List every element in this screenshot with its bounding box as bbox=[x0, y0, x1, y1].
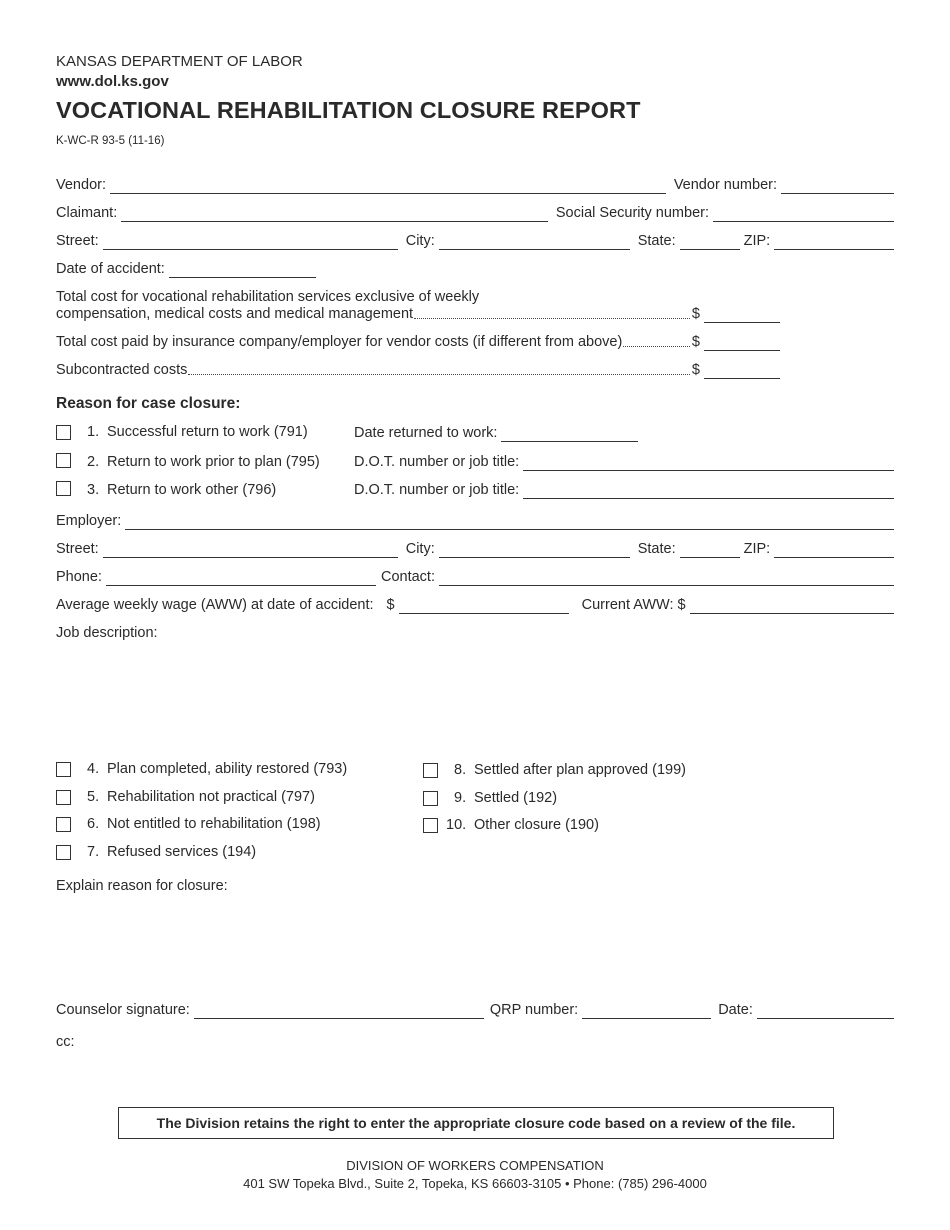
dollar-sign: $ bbox=[386, 597, 395, 613]
total-cost-row bbox=[56, 305, 780, 323]
option-4-checkbox[interactable] bbox=[56, 762, 71, 777]
option-4-number: 4. bbox=[87, 761, 100, 777]
leader-dots bbox=[623, 346, 690, 347]
signature-row bbox=[56, 1001, 894, 1019]
total-cost-label-line2: compensation, medical costs and medical management bbox=[56, 306, 414, 322]
insurance-cost-label: Total cost paid by insurance company/employer for vendor costs (if different from above) bbox=[56, 334, 623, 350]
counselor-signature-field[interactable] bbox=[194, 1003, 484, 1019]
vendor-label: Vendor: bbox=[56, 177, 106, 193]
dot-job-title-label: D.O.T. number or job title: bbox=[354, 482, 520, 498]
claimant-field[interactable] bbox=[121, 206, 548, 222]
website-link[interactable]: www.dol.ks.gov bbox=[56, 73, 169, 90]
option-3-extra-row bbox=[354, 481, 894, 499]
current-aww-label: Current AWW: $ bbox=[581, 597, 686, 613]
option-8-checkbox[interactable] bbox=[423, 763, 438, 778]
option-10-checkbox[interactable] bbox=[423, 818, 438, 833]
city-field[interactable] bbox=[439, 234, 630, 250]
option-1-number: 1. bbox=[87, 424, 100, 440]
option-9-label: Settled (192) bbox=[474, 790, 558, 806]
job-description-label: Job description: bbox=[56, 625, 158, 641]
ssn-label: Social Security number: bbox=[555, 205, 709, 221]
aww-label: Average weekly wage (AWW) at date of accident: bbox=[56, 597, 374, 613]
vendor-row bbox=[56, 176, 894, 194]
explain-reason-area[interactable] bbox=[56, 898, 894, 993]
option-2-label: Return to work prior to plan (795) bbox=[107, 454, 320, 470]
leader-dots bbox=[414, 318, 690, 319]
option-6-number: 6. bbox=[87, 816, 100, 832]
dot-job-title-label: D.O.T. number or job title: bbox=[354, 454, 520, 470]
state-field[interactable] bbox=[680, 234, 740, 250]
subcontracted-label: Subcontracted costs bbox=[56, 362, 188, 378]
option-8-number: 8. bbox=[454, 762, 467, 778]
claimant-label: Claimant: bbox=[56, 205, 118, 221]
form-number: K-WC-R 93-5 (11-16) bbox=[56, 135, 165, 147]
phone-label: Phone: bbox=[56, 569, 102, 585]
dollar-sign: $ bbox=[691, 334, 700, 350]
option-3-checkbox[interactable] bbox=[56, 481, 71, 496]
option-6-label: Not entitled to rehabilitation (198) bbox=[107, 816, 321, 832]
footer-division: DIVISION OF WORKERS COMPENSATION bbox=[346, 1158, 604, 1173]
zip-field[interactable] bbox=[774, 234, 894, 250]
option-1-checkbox[interactable] bbox=[56, 425, 71, 440]
total-cost-field[interactable] bbox=[704, 307, 780, 323]
current-aww-field[interactable] bbox=[690, 598, 894, 614]
date-label: Date: bbox=[718, 1002, 753, 1018]
contact-label: Contact: bbox=[380, 569, 435, 585]
phone-field[interactable] bbox=[106, 570, 376, 586]
option-7-number: 7. bbox=[87, 844, 100, 860]
claimant-address-row bbox=[56, 232, 894, 250]
reason-heading: Reason for case closure: bbox=[56, 395, 241, 412]
option-7-label: Refused services (194) bbox=[107, 844, 257, 860]
vendor-number-field[interactable] bbox=[781, 178, 894, 194]
job-description-area[interactable] bbox=[56, 646, 894, 746]
contact-field[interactable] bbox=[439, 570, 894, 586]
insurance-cost-field[interactable] bbox=[704, 335, 780, 351]
dollar-sign: $ bbox=[691, 362, 700, 378]
total-cost-label-line1: Total cost for vocational rehabilitation services exclusive of weekly bbox=[56, 289, 480, 305]
date-of-accident-label: Date of accident: bbox=[56, 261, 165, 277]
option-1-extra-row bbox=[354, 424, 638, 442]
phone-contact-row bbox=[56, 568, 894, 586]
aww-row bbox=[56, 596, 894, 614]
dot-job-title-field[interactable] bbox=[523, 483, 894, 499]
state-label: State: bbox=[637, 233, 676, 249]
employer-field[interactable] bbox=[125, 514, 894, 530]
leader-dots bbox=[188, 374, 690, 375]
subcontracted-cost-row bbox=[56, 361, 780, 379]
qrp-number-label: QRP number: bbox=[489, 1002, 579, 1018]
qrp-number-field[interactable] bbox=[582, 1003, 711, 1019]
option-9-number: 9. bbox=[454, 790, 467, 806]
page-title: VOCATIONAL REHABILITATION CLOSURE REPORT bbox=[56, 97, 641, 123]
agency-name: KANSAS DEPARTMENT OF LABOR bbox=[56, 53, 303, 70]
date-returned-label: Date returned to work: bbox=[354, 425, 498, 441]
ssn-field[interactable] bbox=[713, 206, 894, 222]
option-1-label: Successful return to work (791) bbox=[107, 424, 308, 440]
employer-address-row bbox=[56, 540, 894, 558]
option-3-label: Return to work other (796) bbox=[107, 482, 277, 498]
option-5-number: 5. bbox=[87, 789, 100, 805]
state-label: State: bbox=[637, 541, 676, 557]
employer-zip-field[interactable] bbox=[774, 542, 894, 558]
vendor-number-label: Vendor number: bbox=[673, 177, 777, 193]
employer-row bbox=[56, 512, 894, 530]
option-2-checkbox[interactable] bbox=[56, 453, 71, 468]
zip-label: ZIP: bbox=[743, 541, 771, 557]
option-8-label: Settled after plan approved (199) bbox=[474, 762, 686, 778]
vendor-field[interactable] bbox=[110, 178, 666, 194]
option-5-checkbox[interactable] bbox=[56, 790, 71, 805]
explain-reason-label: Explain reason for closure: bbox=[56, 878, 228, 894]
city-label: City: bbox=[405, 541, 435, 557]
option-7-checkbox[interactable] bbox=[56, 845, 71, 860]
street-field[interactable] bbox=[103, 234, 398, 250]
dollar-sign: $ bbox=[691, 306, 700, 322]
date-of-accident-field[interactable] bbox=[169, 262, 316, 278]
street-label: Street: bbox=[56, 541, 99, 557]
option-10-label: Other closure (190) bbox=[474, 817, 599, 833]
option-4-label: Plan completed, ability restored (793) bbox=[107, 761, 348, 777]
date-field[interactable] bbox=[757, 1003, 894, 1019]
insurance-cost-row bbox=[56, 333, 780, 351]
date-of-accident-row bbox=[56, 260, 316, 278]
subcontracted-cost-field[interactable] bbox=[704, 363, 780, 379]
aww-field[interactable] bbox=[399, 598, 569, 614]
option-5-label: Rehabilitation not practical (797) bbox=[107, 789, 315, 805]
employer-street-field[interactable] bbox=[103, 542, 398, 558]
date-returned-field[interactable] bbox=[501, 426, 638, 442]
option-6-checkbox[interactable] bbox=[56, 817, 71, 832]
option-3-number: 3. bbox=[87, 482, 100, 498]
footer-address: 401 SW Topeka Blvd., Suite 2, Topeka, KS 66603-3105 • Phone: (785) 296-4000 bbox=[243, 1176, 707, 1191]
counselor-signature-label: Counselor signature: bbox=[56, 1002, 190, 1018]
option-2-number: 2. bbox=[87, 454, 100, 470]
closure-code-notice: The Division retains the right to enter the appropriate closure code based on a review of the file. bbox=[118, 1107, 834, 1139]
street-label: Street: bbox=[56, 233, 99, 249]
option-9-checkbox[interactable] bbox=[423, 791, 438, 806]
employer-state-field[interactable] bbox=[680, 542, 740, 558]
dot-job-title-field[interactable] bbox=[523, 455, 894, 471]
cc-label: cc: bbox=[56, 1034, 75, 1050]
employer-city-field[interactable] bbox=[439, 542, 630, 558]
employer-label: Employer: bbox=[56, 513, 122, 529]
city-label: City: bbox=[405, 233, 435, 249]
option-10-number: 10. bbox=[446, 817, 467, 833]
claimant-row bbox=[56, 204, 894, 222]
zip-label: ZIP: bbox=[743, 233, 771, 249]
option-2-extra-row bbox=[354, 453, 894, 471]
